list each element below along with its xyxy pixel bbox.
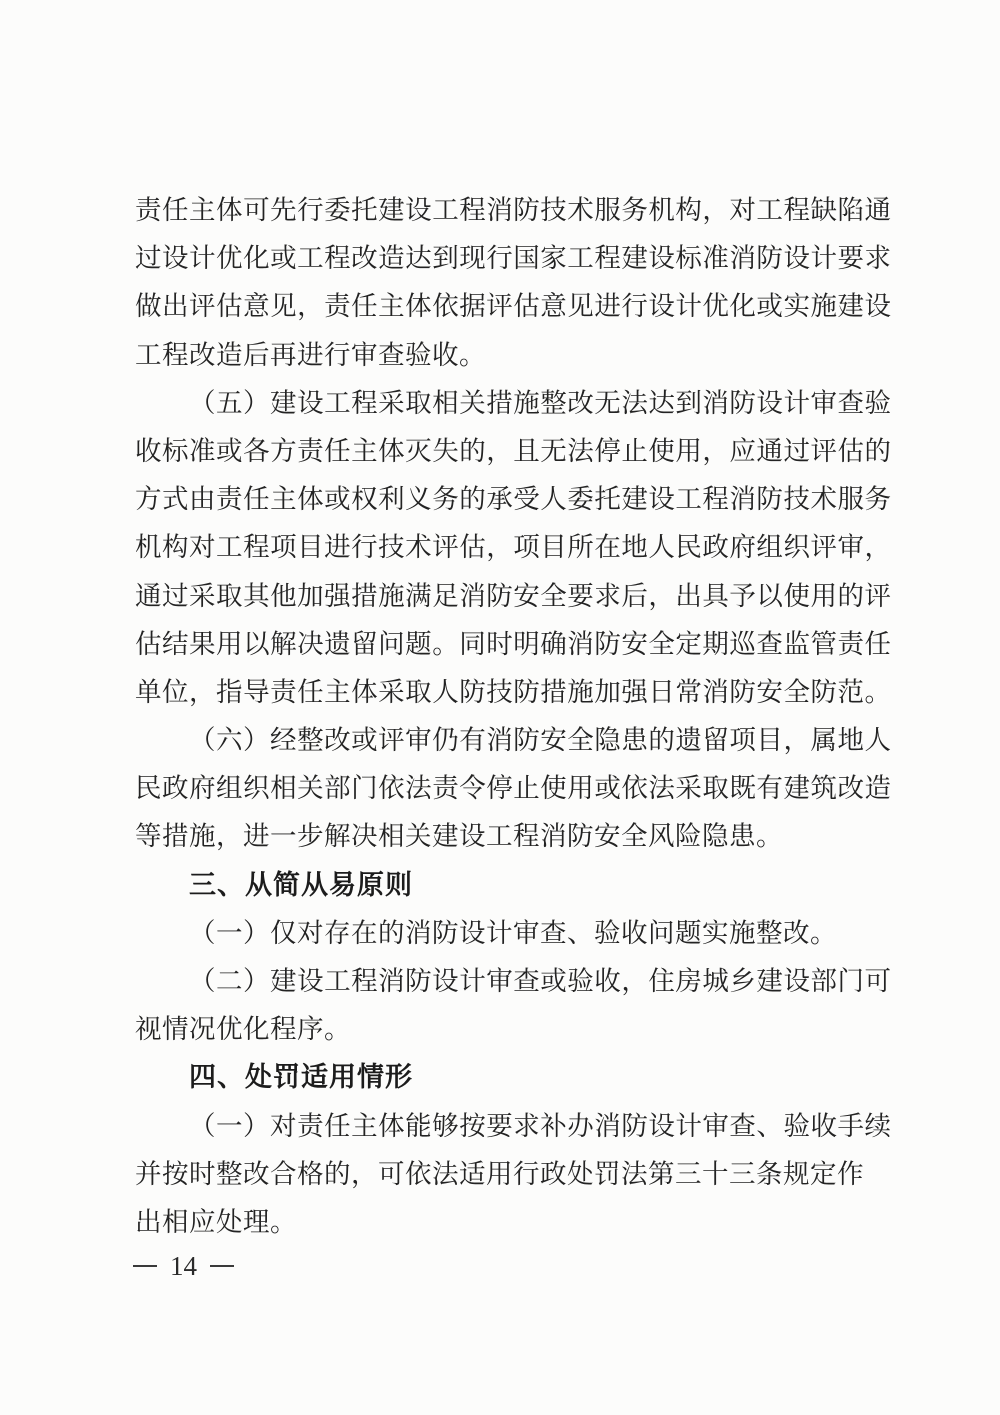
text-line: （六）经整改或评审仍有消防安全隐患的遗留项目，属地人	[189, 725, 891, 756]
document-body	[135, 186, 891, 1246]
text-line: 做出评估意见，责任主体依据评估意见进行设计优化或实施建设	[135, 291, 891, 322]
text-line: 收标准或各方责任主体灭失的，且无法停止使用，应通过评估的	[135, 435, 891, 466]
text-line: 通过采取其他加强措施满足消防安全要求后，出具予以使用的评	[135, 580, 891, 611]
text-line: 估结果用以解决遗留问题。同时明确消防安全定期巡查监管责任	[135, 628, 891, 659]
footer-right-dash-icon	[210, 1265, 234, 1267]
text-line: 过设计优化或工程改造达到现行国家工程建设标准消防设计要求	[135, 243, 891, 274]
page-footer	[133, 1248, 234, 1284]
text-line: 并按时整改合格的，可依法适用行政处罚法第三十三条规定作	[135, 1158, 864, 1189]
text-line: 方式由责任主体或权利义务的承受人委托建设工程消防技术服务	[135, 484, 891, 515]
text-line: 等措施，进一步解决相关建设工程消防安全风险隐患。	[135, 821, 783, 852]
page-number: 14	[170, 1250, 197, 1281]
text-line: 责任主体可先行委托建设工程消防技术服务机构，对工程缺陷通	[135, 195, 891, 225]
text-line: （五）建设工程采取相关措施整改无法达到消防设计审查验	[189, 387, 891, 418]
text-line: 视情况优化程序。	[135, 1014, 351, 1045]
footer-left-dash-icon	[133, 1265, 157, 1267]
text-line: 单位，指导责任主体采取人防技防措施加强日常消防安全防范。	[135, 676, 891, 707]
text-line: 出相应处理。	[135, 1206, 297, 1237]
text-line: 民政府组织相关部门依法责令停止使用或依法采取既有建筑改造	[135, 773, 891, 804]
text-line: 工程改造后再进行审查验收。	[135, 339, 486, 370]
text-line: （二）建设工程消防设计审查或验收，住房城乡建设部门可	[189, 966, 891, 996]
section-heading: 三、从简从易原则	[189, 869, 413, 900]
text-line: 机构对工程项目进行技术评估，项目所在地人民政府组织评审，	[135, 532, 891, 563]
text-line: （一）对责任主体能够按要求补办消防设计审查、验收手续	[189, 1110, 891, 1141]
text-line: （一）仅对存在的消防设计审查、验收问题实施整改。	[189, 917, 837, 948]
section-heading: 四、处罚适用情形	[189, 1062, 413, 1093]
